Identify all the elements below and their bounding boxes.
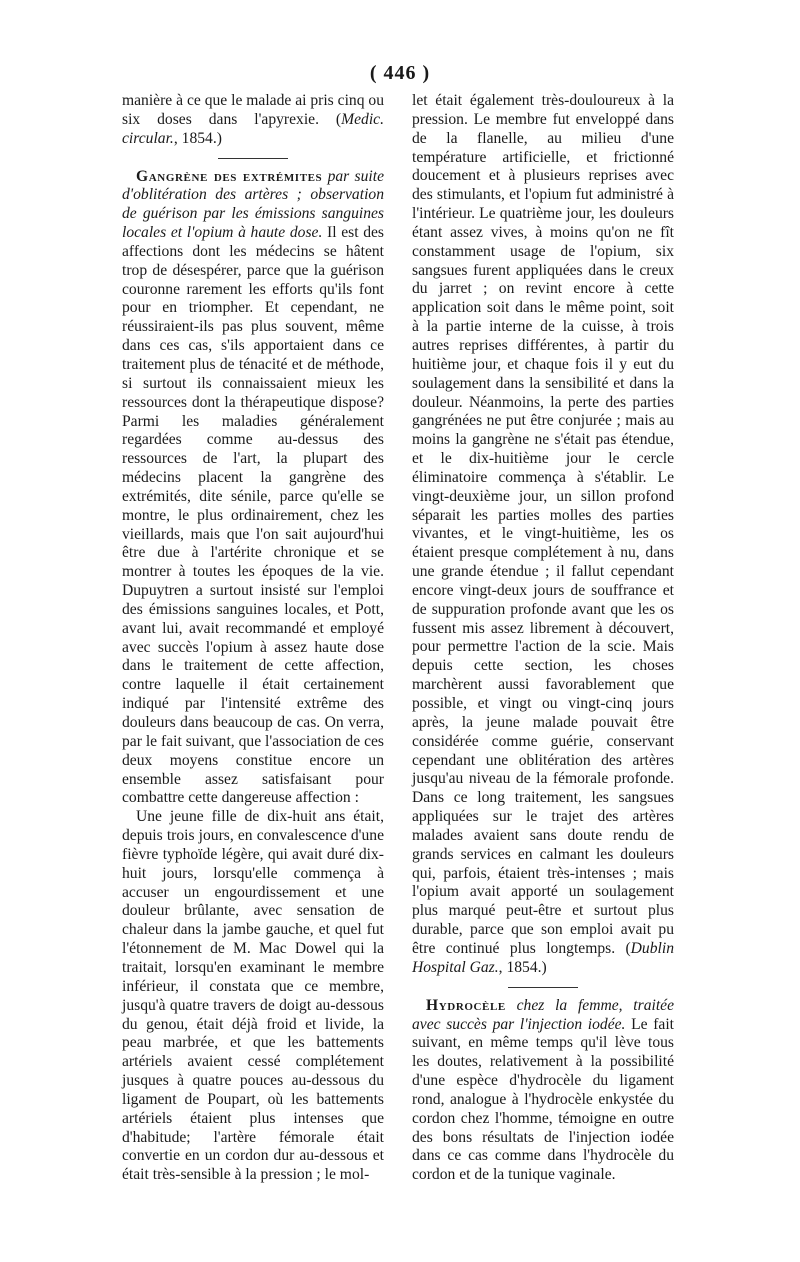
gangrene-section-subtitle: par suite d'oblitération des artères ; observation de guérison par les émissions sanguines locales et l'opium à haute dose.: [122, 167, 384, 242]
gangrene-section-title: Gangrène des extrémites: [136, 167, 323, 185]
continuation-paragraph: [412, 92, 674, 978]
opening-text: manière à ce que le malade ai pris cinq ou six doses dans l'apyrexie. (: [122, 92, 384, 128]
gangrene-section-paragraph: [122, 168, 384, 809]
gangrene-section-intro: Il est des affections dont les médecins se hâtent trop de désespérer, parce que la guérison couronne rarement les efforts qu'ils font pour en triompher. Et cependant, ne réussiraient-ils pas plus souvent, même dans ces cas, s'ils apportaient dans ce traitement plus de ténacité et de méthode, si surtout ils connaissaient mieux les ressources dont la thérapeutique dispose? Parmi les maladies généralement regardées comme au-dessus des ressources de l'art, la plupart des médecins placent la gangrène des extrémités, dite sénile, parce qu'elle se montre, le plus ordinairement, chez les vieillards, mais que l'on sait aujourd'hui être due à l'artérite chronique et se montrer à toutes les époques de la vie. Dupuytren a surtout insisté sur l'emploi des émissions sanguines locales, et Pott, avant lui, avait recommandé et employé avec succès l'opium à assez haute dose dans le traitement de cette affection, contre laquelle il était certainement indiqué par l'intensité extrême des douleurs dans beaucoup de cas. On verra, par le fait suivant, que l'association de ces deux moyens constitue encore un ensemble assez satisfaisant pour combattre cette dangereuse affection :: [122, 224, 384, 807]
hydrocele-section-paragraph: [412, 997, 674, 1185]
gangrene-case-text: Une jeune fille de dix-huit ans était, depuis trois jours, en convalescence d'une fièvre typhoïde légère, qui avait duré dix-huit jours, lorsqu'elle commença à accuser un engourdissement et une douleur brûlante, avec sensation de chaleur dans la jambe gauche, et quel fut l'étonnement de M. Mac Dowel qui la traitait, lorsqu'en examinant le membre inférieur, il constata que ce membre, jusqu'à quatre travers de doigt au-dessous du genou, était déjà froid et livide, la peau marbrée, et que les battements artériels avaient cessé complétement jusques à quatre pouces au-dessous du ligament de Poupart, où les battements artériels étaient plus intenses que d'habitude; l'artère fémorale était convertie en un cordon dur au-dessous et était très-sensible à la pression ; le mol-: [122, 808, 384, 1184]
left-column: [122, 92, 384, 1185]
right-column: [412, 92, 674, 1185]
section-divider: [218, 158, 288, 159]
opening-paragraph: [122, 92, 384, 149]
hydrocele-section-body: Le fait suivant, en même temps qu'il lève tous les doutes, relativement à la possibilité d'une espèce d'hydrocèle du ligament rond, analogue à l'hydrocèle enkystée du cordon chez l'homme, témoigne en outre des bons résultats de l'injection iodée dans ce cas comme dans l'hydrocèle du cordon et de la tunique vaginale.: [412, 1015, 674, 1184]
continuation-text: let était également très-douloureux à la pression. Le membre fut enveloppé dans de la flanelle, au milieu d'une température artificielle, et frictionné doucement et à plusieurs reprises avec des stimulants, et l'opium fut administré à l'intérieur. Le quatrième jour, les douleurs étant assez vives, à moins qu'on ne fît constamment usage de l'opium, six sangsues furent appliquées dans le creux du jarret ; on revint encore à cette application soit dans le même point, soit à la partie interne de la cuisse, à trois autres reprises différentes, à partir du huitième jour, et chaque fois il y eut du soulagement dans la sensibilité et dans la douleur. Néanmoins, la perte des parties gangrénées ne put être conjurée ; mais au moins la gangrène ne s'était pas étendue, et le dix-huitième jour le cercle éliminatoire commença à s'établir. Le vingt-deuxième jour, un sillon profond séparait les parties molles des parties vivantes, et le vingt-huitième, les os étaient presque complétement à nu, dans une grande étendue ; il fallut cependant encore vingt-deux jours de souffrance et de suppuration profonde avant que les os fussent mis assez librement à découvert, pour permettre l'action de la scie. Mais depuis cette section, les choses marchèrent aussi favorablement que possible, et vingt ou vingt-cinq jours après, la jeune malade pouvait être considérée comme guérie, conservant cependant une oblitération des artères jusqu'au niveau de la fémorale profonde. Dans ce long traitement, les sangsues appliquées sur le trajet des artères malades avaient sans doute rendu de grands services en calmant les douleurs qui, parfois, étaient très-intenses ; mais l'opium avait apporté un soulagement plus marqué peut-être et surtout plus durable, parce que son emploi avait pu être continué plus longtemps. (: [412, 92, 674, 957]
page-number: ( 446 ): [369, 62, 431, 84]
opening-citation-year: , 1854.): [173, 129, 222, 147]
gangrene-case-paragraph: [122, 808, 384, 1185]
dublin-citation-year: , 1854.): [498, 958, 547, 976]
hydrocele-section-title: Hydrocèle: [426, 996, 506, 1014]
dublin-citation: Dublin Hospital Gaz.: [412, 939, 674, 976]
opening-citation: Medic. circular.: [122, 110, 384, 147]
hydrocele-section-subtitle: chez la femme, traitée avec succès par l'injection iodée.: [412, 996, 674, 1033]
section-divider-2: [508, 987, 578, 988]
